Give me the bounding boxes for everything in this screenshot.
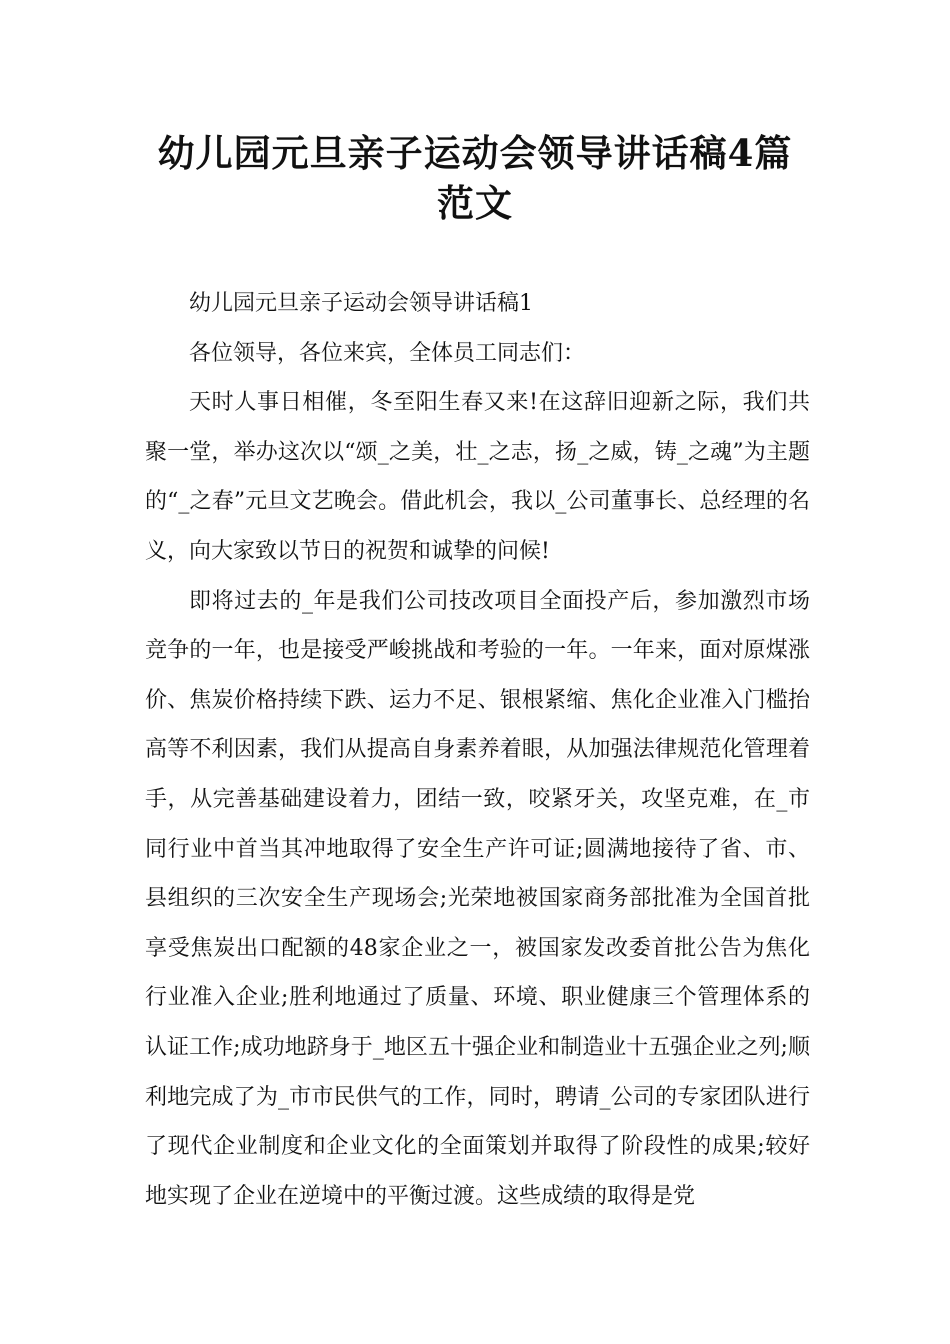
document-title: 幼儿园元旦亲子运动会领导讲话稿4篇范文: [157, 131, 793, 225]
body-paragraph: 天时人事日相催，冬至阳生春又来!在这辞旧迎新之际，我们共聚一堂，举办这次以“颂_之美，壮_之志，扬_之威，铸_之魂”为主题的“_之春”元旦文艺晚会。借此机会，我以_公司董事长、总经理的名义，向大家致以节日的祝贺和诚挚的问候!: [145, 390, 810, 564]
document-body: [145, 279, 810, 1221]
body-paragraph: 即将过去的_年是我们公司技改项目全面投产后，参加激烈市场竞争的一年，也是接受严峻挑战和考验的一年。一年来，面对原煤涨价、焦炭价格持续下跌、运力不足、银根紧缩、焦化企业准入门槛抬高等不利因素，我们从提高自身素养着眼，从加强法律规范化管理着手，从完善基础建设着力，团结一致，咬紧牙关，攻坚克难，在_市同行业中首当其冲地取得了安全生产许可证;圆满地接待了省、市、县组织的三次安全生产现场会;光荣地被国家商务部批准为全国首批享受焦炭出口配额的48家企业之一，被国家发改委首批公告为焦化行业准入企业;胜利地通过了质量、环境、职业健康三个管理体系的认证工作;成功地跻身于_地区五十强企业和制造业十五强企业之列;顺利地完成了为_市市民供气的工作，同时，聘请_公司的专家团队进行了现代企业制度和企业文化的全面策划并取得了阶段性的成果;较好地实现了企业在逆境中的平衡过渡。这些成绩的取得是党: [145, 588, 810, 1209]
salutation-paragraph: 各位领导，各位来宾，全体员工同志们：: [189, 340, 586, 366]
section-heading: 幼儿园元旦亲子运动会领导讲话稿1: [189, 291, 533, 316]
